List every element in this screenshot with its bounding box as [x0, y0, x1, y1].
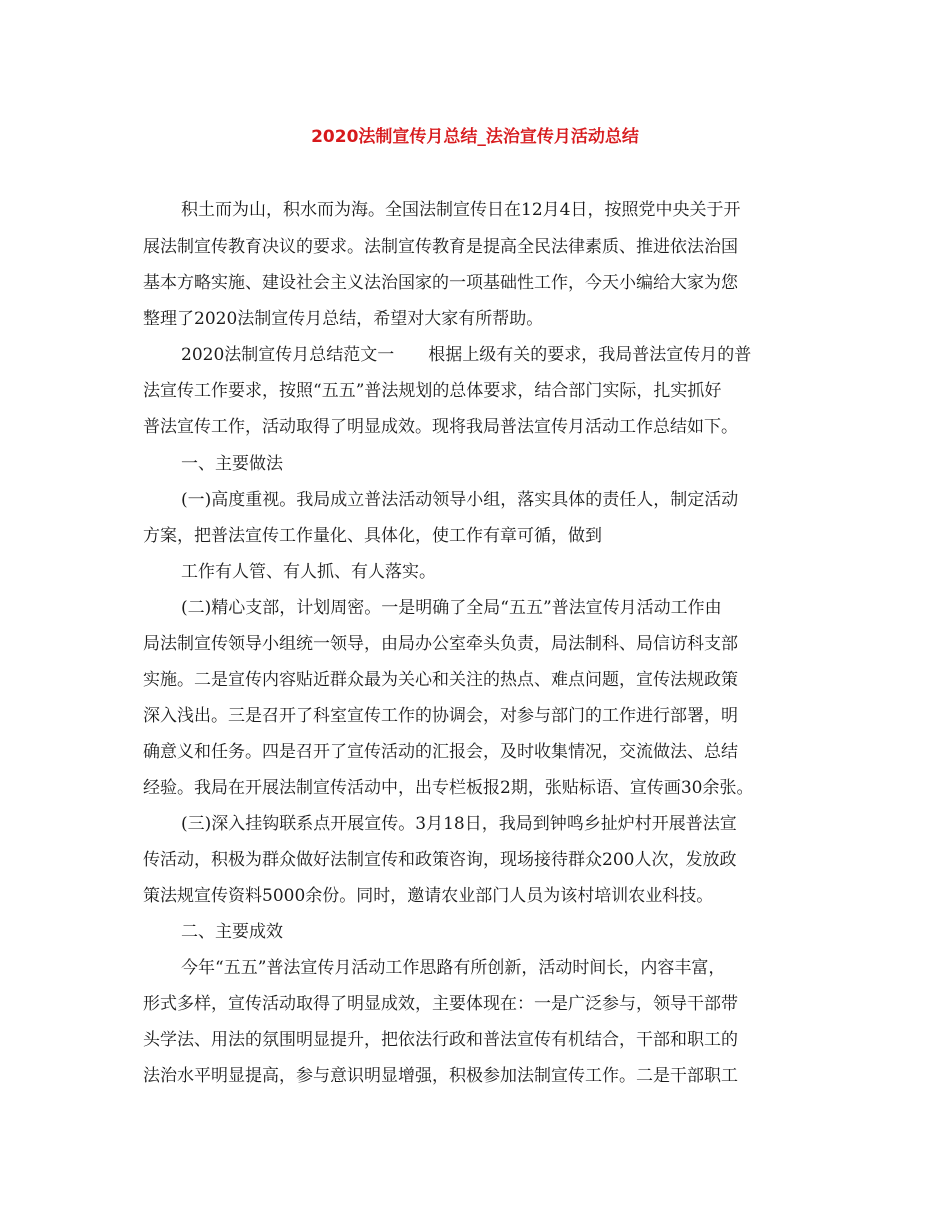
body-line: (一)高度重视。我局成立普法活动领导小组，落实具体的责任人，制定活动: [181, 490, 739, 510]
body-line: 确意义和任务。四是召开了宣传活动的汇报会，及时收集情况，交流做法、总结: [143, 742, 738, 762]
body-line: 今年“五五”普法宣传月活动工作思路有所创新，活动时间长，内容丰富，: [181, 958, 726, 978]
body-line: 普法宣传工作，活动取得了明显成效。现将我局普法宣传月活动工作总结如下。: [143, 417, 738, 437]
body-line: (二)精心支部，计划周密。一是明确了全局“五五”普法宣传月活动工作由: [181, 598, 722, 618]
section-heading: 二、主要成效: [181, 922, 283, 942]
body-line: 展法制宣传教育决议的要求。法制宣传教育是提高全民法律素质、推进依法治国: [143, 237, 738, 257]
body-line: 工作有人管、有人抓、有人落实。: [181, 562, 436, 582]
body-line: 深入浅出。三是召开了科室宣传工作的协调会，对参与部门的工作进行部署，明: [143, 706, 738, 726]
body-line: 法宣传工作要求，按照“五五”普法规划的总体要求，结合部门实际，扎实抓好: [143, 381, 722, 401]
section-heading: 一、主要做法: [181, 454, 283, 474]
body-line: 实施。二是宣传内容贴近群众最为关心和关注的热点、难点问题，宣传法规政策: [143, 670, 738, 690]
body-line: 传活动，积极为群众做好法制宣传和政策咨询，现场接待群众200人次，发放政: [143, 850, 737, 870]
body-line: 积土而为山，积水而为海。全国法制宣传日在12月4日，按照党中央关于开: [181, 200, 741, 220]
body-line: 基本方略实施、建设社会主义法治国家的一项基础性工作，今天小编给大家为您: [143, 273, 738, 293]
body-line: 经验。我局在开展法制宣传活动中，出专栏板报2期，张贴标语、宣传画30余张。: [143, 778, 754, 798]
body-line: 策法规宣传资料5000余份。同时，邀请农业部门人员为该村培训农业科技。: [143, 886, 714, 906]
document-title: 2020法制宣传月总结_法治宣传月活动总结: [311, 127, 639, 147]
body-line: (三)深入挂钩联系点开展宣传。3月18日，我局到钟鸣乡扯炉村开展普法宣: [181, 814, 737, 834]
body-line: 局法制宣传领导小组统一领导，由局办公室牵头负责，局法制科、局信访科支部: [143, 634, 738, 654]
body-line: 2020法制宣传月总结范文一 根据上级有关的要求，我局普法宣传月的普: [181, 345, 752, 365]
body-line: 整理了2020法制宣传月总结，希望对大家有所帮助。: [143, 309, 544, 329]
body-line: 方案，把普法宣传工作量化、具体化，使工作有章可循，做到: [143, 526, 602, 546]
body-line: 形式多样，宣传活动取得了明显成效，主要体现在：一是广泛参与，领导干部带: [143, 994, 738, 1014]
body-line: 头学法、用法的氛围明显提升，把依法行政和普法宣传有机结合，干部和职工的: [143, 1030, 738, 1050]
body-line: 法治水平明显提高，参与意识明显增强，积极参加法制宣传工作。二是干部职工: [143, 1066, 738, 1086]
